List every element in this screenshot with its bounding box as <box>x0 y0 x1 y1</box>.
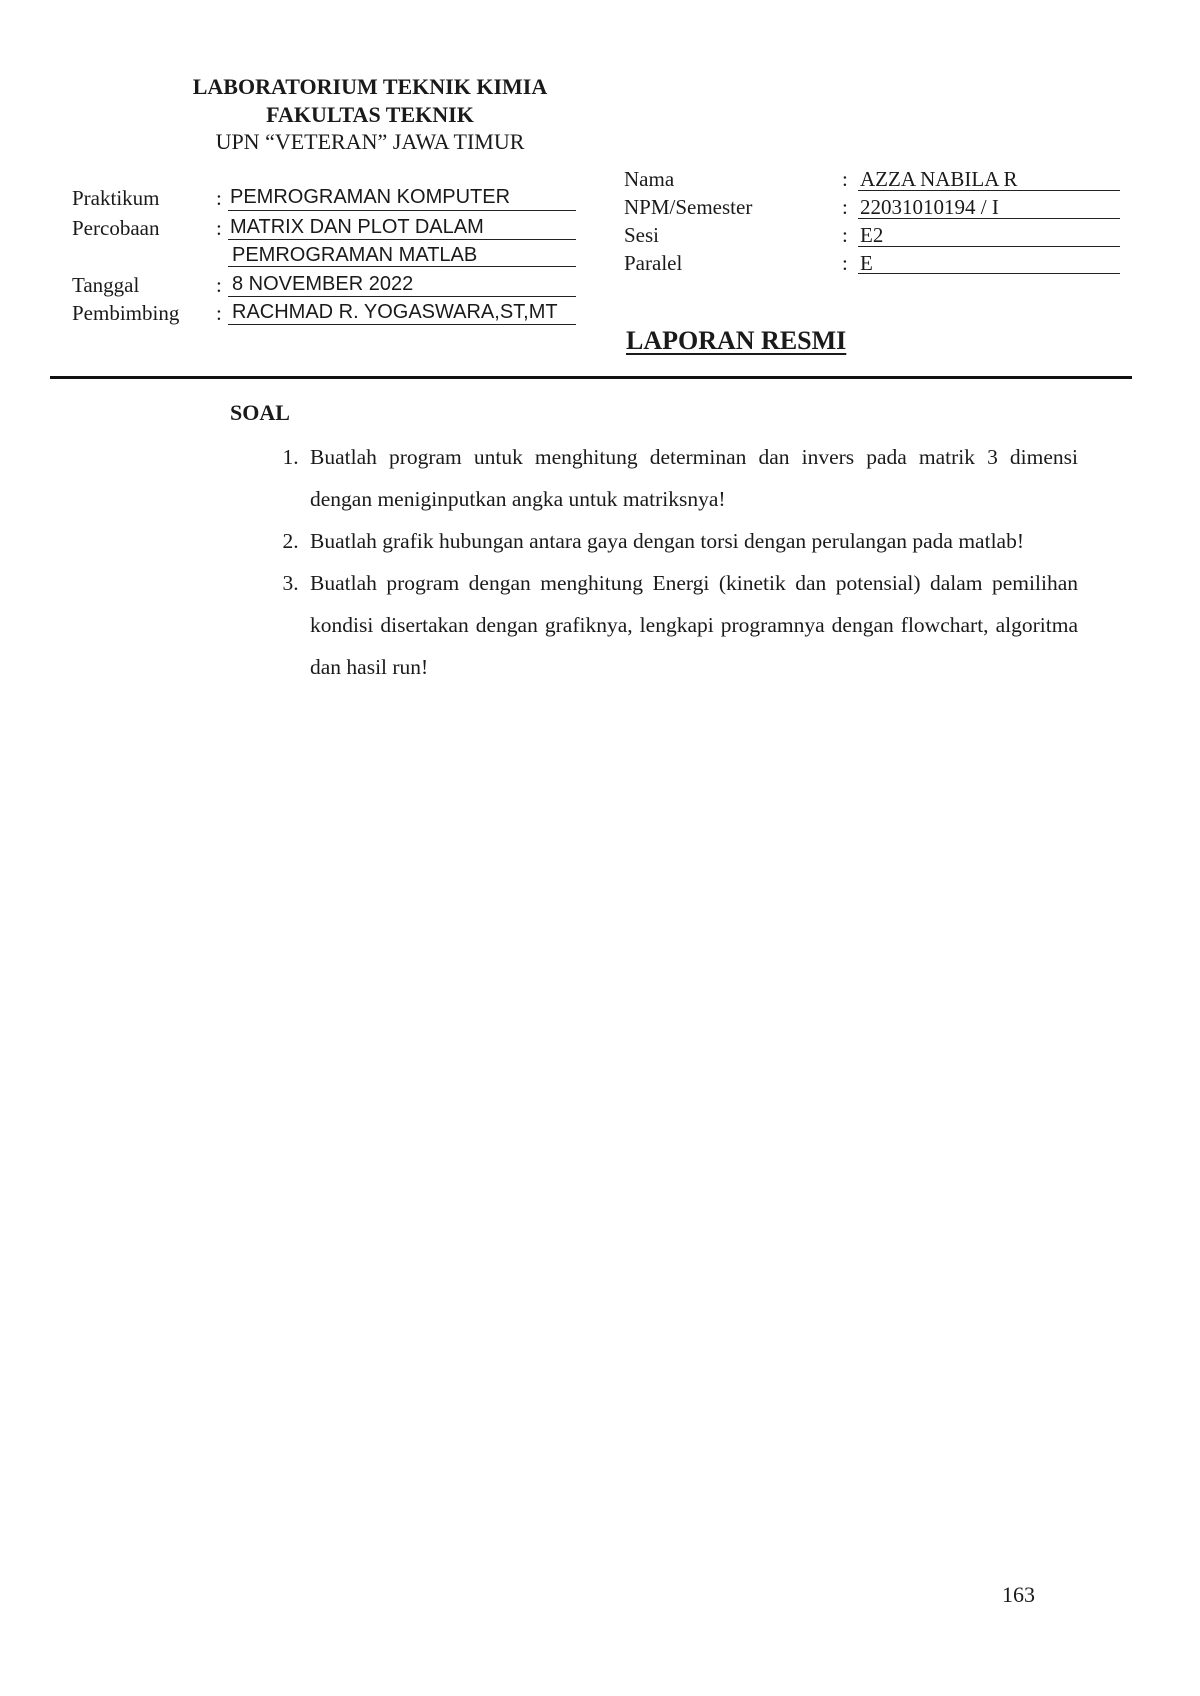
praktikum-underline <box>228 210 576 211</box>
sesi-colon: : <box>842 223 848 247</box>
report-title: LAPORAN RESMI <box>626 326 847 355</box>
university-name: UPN “VETERAN” JAWA TIMUR <box>215 129 525 154</box>
paralel-value: E <box>860 251 873 275</box>
percobaan-label: Percobaan <box>72 216 160 240</box>
sesi-label: Sesi <box>624 223 660 247</box>
sesi-value: E2 <box>860 223 884 247</box>
tanggal-colon: : <box>216 273 222 297</box>
soal-heading: SOAL <box>230 400 290 425</box>
nama-label: Nama <box>624 167 675 191</box>
faculty-name: FAKULTAS TEKNIK <box>266 102 474 127</box>
percobaan-underline-2 <box>228 266 576 267</box>
question-item: 3. Buatlah program dengan menghitung Energi (kinetik dan potensial) dalam pemilihan kondisi disertakan dengan grafiknya, lengkapi programnya dengan flowchart, algoritma dan hasil run! <box>304 562 1078 688</box>
nama-value: AZZA NABILA R <box>860 167 1018 191</box>
question-item: 1. Buatlah program untuk menghitung determinan dan invers pada matrik 3 dimensi dengan meniginputkan angka untuk matriksnya! <box>304 436 1078 520</box>
header-divider <box>50 376 1132 379</box>
percobaan-value-line1: MATRIX DAN PLOT DALAM <box>230 216 484 238</box>
paralel-label: Paralel <box>624 251 683 275</box>
nama-colon: : <box>842 167 848 191</box>
question-list <box>260 436 1078 688</box>
pembimbing-colon: : <box>216 301 222 325</box>
npm-value: 22031010194 / I <box>860 195 999 219</box>
lab-name: LABORATORIUM TEKNIK KIMIA <box>192 74 548 99</box>
praktikum-value: PEMROGRAMAN KOMPUTER <box>230 186 511 208</box>
pembimbing-label: Pembimbing <box>72 301 180 325</box>
pembimbing-underline <box>228 324 576 325</box>
pembimbing-value: RACHMAD R. YOGASWARA,ST,MT <box>232 301 558 323</box>
npm-underline <box>858 218 1120 219</box>
praktikum-colon: : <box>216 186 222 210</box>
npm-colon: : <box>842 195 848 219</box>
question-item: 2. Buatlah grafik hubungan antara gaya dengan torsi dengan perulangan pada matlab! <box>304 520 1078 562</box>
paralel-underline <box>858 273 1120 274</box>
percobaan-colon: : <box>216 216 222 240</box>
tanggal-label: Tanggal <box>72 273 140 297</box>
sesi-underline <box>858 246 1120 247</box>
npm-label: NPM/Semester <box>624 195 753 219</box>
page-number: 163 <box>1002 1582 1035 1607</box>
percobaan-underline-1 <box>228 239 576 240</box>
percobaan-value-line2: PEMROGRAMAN MATLAB <box>232 244 478 266</box>
nama-underline <box>858 190 1120 191</box>
paralel-colon: : <box>842 251 848 275</box>
praktikum-label: Praktikum <box>72 186 160 210</box>
tanggal-value: 8 NOVEMBER 2022 <box>232 273 414 295</box>
tanggal-underline <box>228 296 576 297</box>
